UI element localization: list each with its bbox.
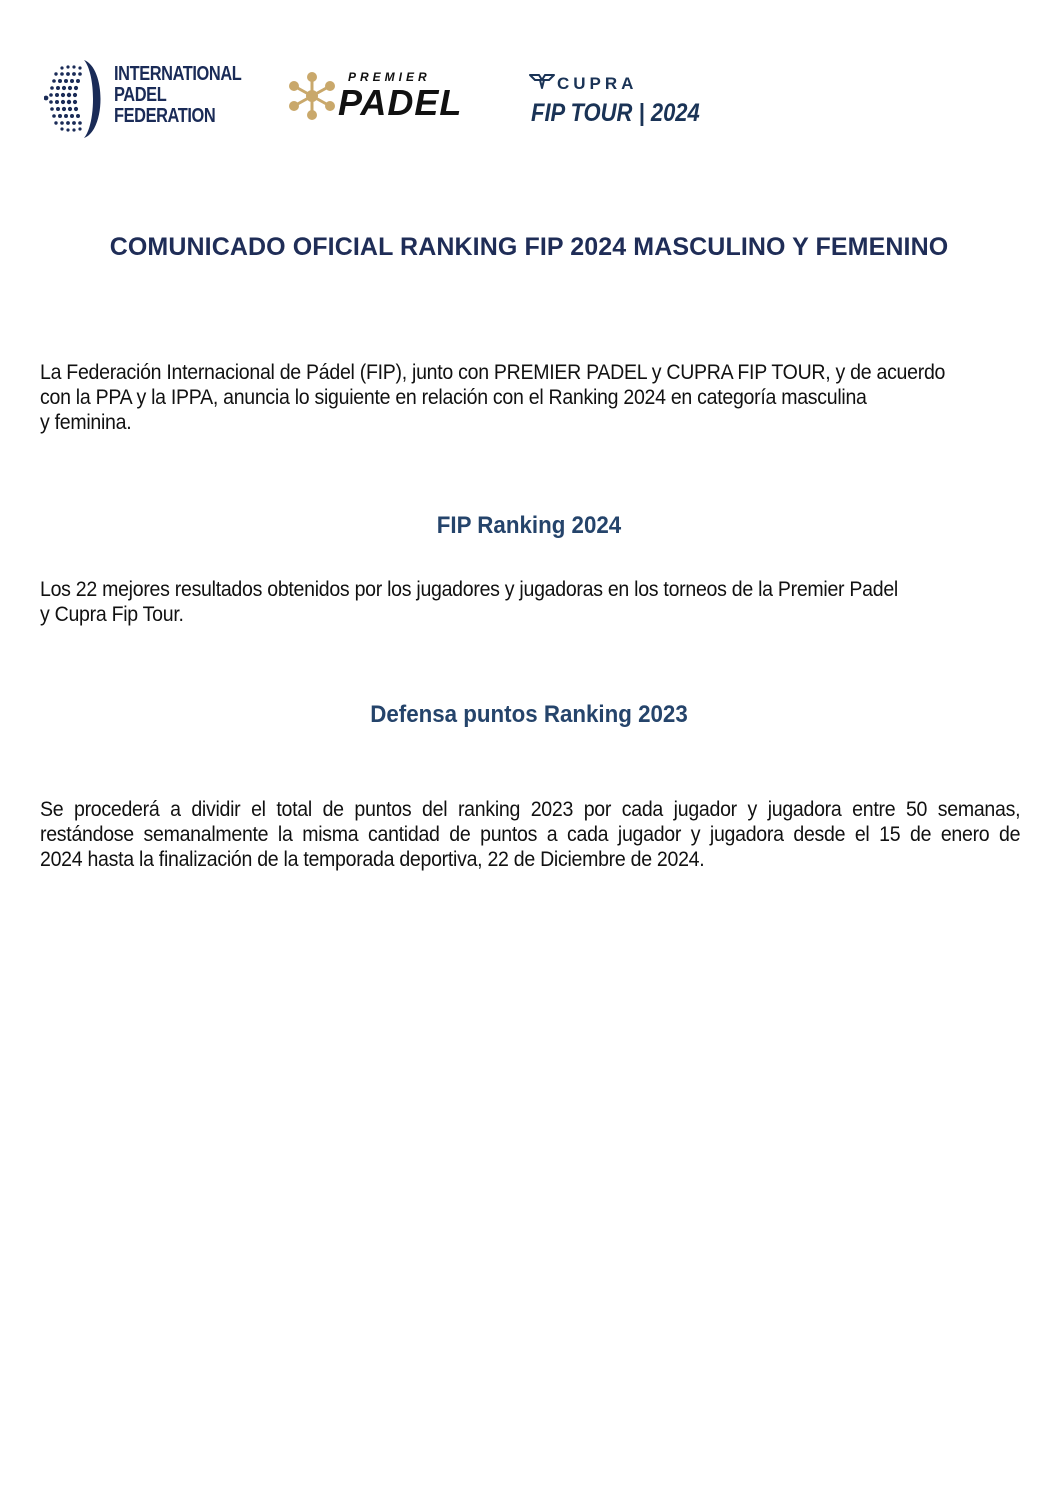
- text-line: restándose semanalmente la misma cantidad de puntos a cada jugador y jugadora desde el 15 de enero de: [40, 823, 1021, 846]
- cupra-wordmark: CUPRA: [557, 74, 638, 93]
- section2-paragraph: [40, 797, 1020, 872]
- premier-wordmark-small: PREMIER: [348, 70, 431, 84]
- logo-bar: [44, 58, 744, 142]
- ipf-line: PADEL: [114, 84, 167, 106]
- ipf-ball-icon: [44, 58, 106, 142]
- cupra-fip-tour-logo: [529, 72, 699, 132]
- text-line: con la PPA y la IPPA, anuncia lo siguiente en relación con el Ranking 2024 en categoría masculina: [40, 386, 867, 409]
- section-heading-fip-ranking: FIP Ranking 2024: [436, 512, 622, 539]
- ipf-wordmark: [114, 64, 241, 127]
- text-line: y feminina.: [40, 411, 132, 434]
- text-line: y Cupra Fip Tour.: [40, 603, 184, 626]
- text-line: La Federación Internacional de Pádel (FIP), junto con PREMIER PADEL y CUPRA FIP TOUR, y de acuerdo: [40, 361, 946, 384]
- text-line: Se procederá a dividir el total de puntos del ranking 2023 por cada jugador y jugadora entre 50 semanas,: [40, 798, 1021, 821]
- premier-star-icon: [286, 70, 338, 122]
- ipf-logo: [44, 58, 244, 142]
- section1-paragraph: [40, 577, 951, 627]
- ipf-line: INTERNATIONAL: [114, 63, 242, 85]
- fip-tour-wordmark: FIP TOUR | 2024: [531, 99, 700, 127]
- ipf-line: FEDERATION: [114, 105, 216, 127]
- text-line: Los 22 mejores resultados obtenidos por los jugadores y jugadoras en los torneos de la Premier Padel: [40, 578, 898, 601]
- padel-wordmark: PADEL: [338, 82, 463, 123]
- premier-padel-logo: [286, 66, 501, 136]
- cupra-emblem-icon: [529, 74, 555, 94]
- text-line: 2024 hasta la finalización de la temporada deportiva, 22 de Diciembre de 2024.: [40, 848, 705, 871]
- intro-paragraph: [40, 360, 951, 435]
- section-heading-defensa-puntos: Defensa puntos Ranking 2023: [370, 701, 688, 728]
- document-title: COMUNICADO OFICIAL RANKING FIP 2024 MASCULINO Y FEMENINO: [109, 233, 949, 261]
